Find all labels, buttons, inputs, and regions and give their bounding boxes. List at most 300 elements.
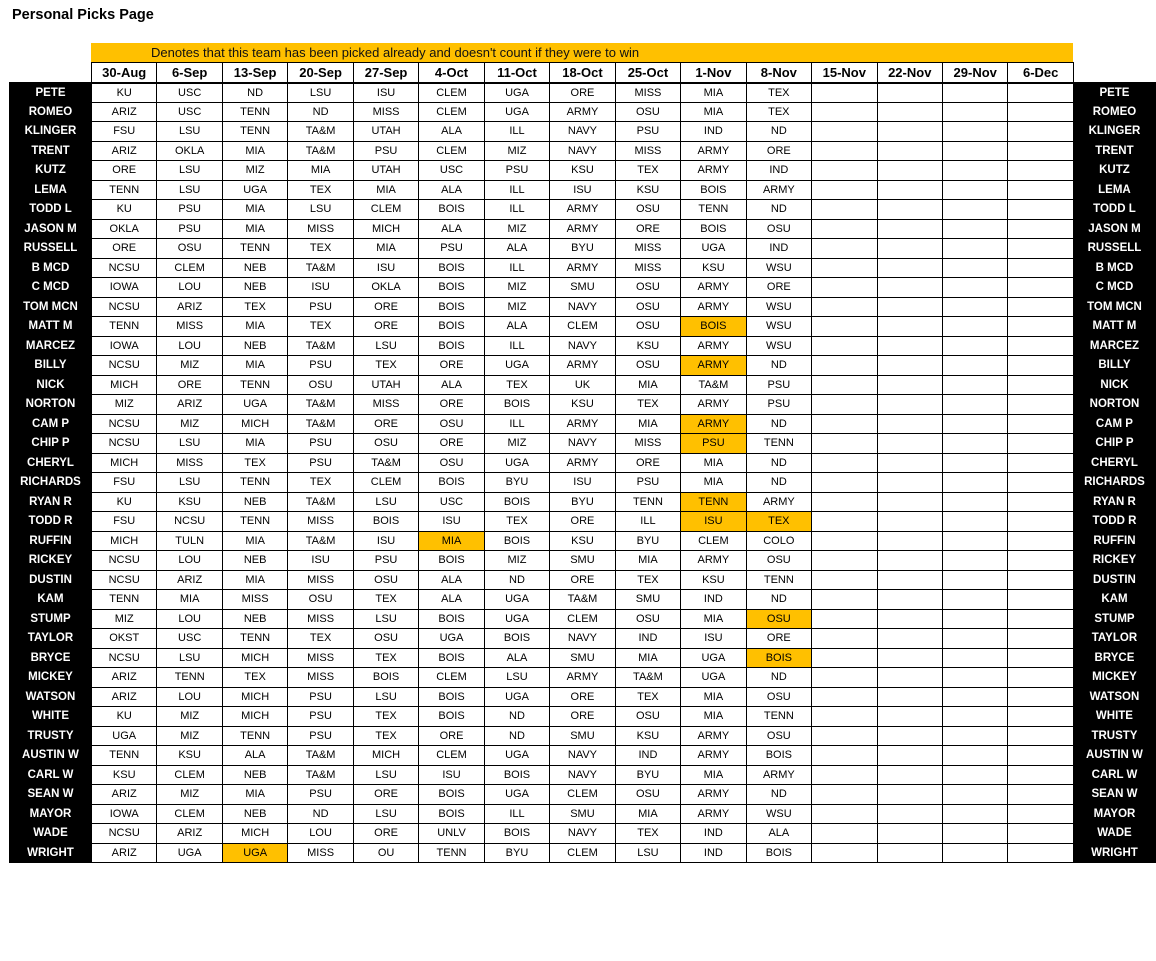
pick-cell: [812, 473, 877, 493]
pick-cell: UTAH: [353, 122, 418, 142]
header-spacer: [10, 63, 92, 83]
player-name: RYAN R: [10, 492, 92, 512]
player-name: NORTON: [10, 395, 92, 415]
pick-cell: NCSU: [91, 570, 156, 590]
pick-cell: [1008, 512, 1073, 532]
player-name: TRENT: [10, 141, 92, 161]
table-row: [10, 317, 1156, 337]
pick-cell: MIA: [681, 102, 746, 122]
pick-cell: BOIS: [746, 843, 811, 863]
pick-cell: LOU: [157, 687, 222, 707]
pick-cell: TENN: [419, 843, 484, 863]
pick-cell: ORE: [91, 161, 156, 181]
pick-cell: MISS: [353, 395, 418, 415]
pick-cell: MIA: [222, 785, 287, 805]
player-name: KLINGER: [1073, 122, 1155, 142]
player-name: PETE: [1073, 83, 1155, 103]
pick-cell: TENN: [91, 590, 156, 610]
pick-cell: [943, 531, 1008, 551]
pick-cell: NEB: [222, 804, 287, 824]
pick-cell: TA&M: [353, 453, 418, 473]
pick-cell: BOIS: [419, 258, 484, 278]
pick-cell: [877, 726, 942, 746]
player-name: B MCD: [1073, 258, 1155, 278]
pick-cell: PSU: [681, 434, 746, 454]
week-header: 15-Nov: [812, 63, 877, 83]
table-row: [10, 414, 1156, 434]
pick-cell: TA&M: [288, 141, 353, 161]
pick-cell: PSU: [419, 239, 484, 259]
player-name: WRIGHT: [10, 843, 92, 863]
pick-cell: IOWA: [91, 278, 156, 298]
pick-cell: OSU: [419, 414, 484, 434]
pick-cell: [1008, 609, 1073, 629]
pick-cell: LSU: [157, 161, 222, 181]
pick-cell: [943, 687, 1008, 707]
pick-cell: [812, 297, 877, 317]
pick-cell: [877, 453, 942, 473]
pick-cell: [1008, 356, 1073, 376]
pick-cell: [943, 258, 1008, 278]
pick-cell: TEX: [353, 356, 418, 376]
pick-cell: MIA: [681, 765, 746, 785]
pick-cell: KSU: [615, 336, 680, 356]
week-header: 27-Sep: [353, 63, 418, 83]
pick-cell: [943, 200, 1008, 220]
player-name: CAM P: [10, 414, 92, 434]
pick-cell: ISU: [681, 512, 746, 532]
pick-cell: [1008, 278, 1073, 298]
pick-cell: NEB: [222, 609, 287, 629]
pick-cell: BOIS: [419, 609, 484, 629]
pick-cell: [943, 375, 1008, 395]
pick-cell: [1008, 317, 1073, 337]
pick-cell: PSU: [353, 551, 418, 571]
pick-cell: [877, 492, 942, 512]
pick-cell: TEX: [288, 239, 353, 259]
pick-cell: KSU: [157, 492, 222, 512]
player-name: AUSTIN W: [1073, 746, 1155, 766]
pick-cell: [1008, 629, 1073, 649]
pick-cell: ARIZ: [91, 102, 156, 122]
pick-cell: ILL: [484, 180, 549, 200]
player-name: TODD R: [10, 512, 92, 532]
player-name: SEAN W: [10, 785, 92, 805]
pick-cell: ALA: [419, 590, 484, 610]
pick-cell: [1008, 707, 1073, 727]
pick-cell: BYU: [484, 473, 549, 493]
player-name: RUSSELL: [1073, 239, 1155, 259]
pick-cell: SMU: [550, 278, 615, 298]
player-name: AUSTIN W: [10, 746, 92, 766]
player-name: NORTON: [1073, 395, 1155, 415]
pick-cell: TA&M: [288, 395, 353, 415]
table-row: [10, 492, 1156, 512]
player-name: BILLY: [10, 356, 92, 376]
table-row: [10, 668, 1156, 688]
pick-cell: IND: [615, 746, 680, 766]
pick-cell: [812, 83, 877, 103]
player-name: B MCD: [10, 258, 92, 278]
pick-cell: TEX: [615, 687, 680, 707]
pick-cell: BOIS: [746, 648, 811, 668]
pick-cell: BOIS: [419, 336, 484, 356]
pick-cell: [943, 297, 1008, 317]
pick-cell: NAVY: [550, 824, 615, 844]
pick-cell: [877, 707, 942, 727]
table-row: [10, 609, 1156, 629]
player-name: KLINGER: [10, 122, 92, 142]
pick-cell: TA&M: [288, 414, 353, 434]
pick-cell: TEX: [353, 590, 418, 610]
pick-cell: CLEM: [550, 785, 615, 805]
pick-cell: BOIS: [419, 551, 484, 571]
pick-cell: [1008, 453, 1073, 473]
pick-cell: ORE: [746, 141, 811, 161]
pick-cell: LSU: [157, 473, 222, 493]
pick-cell: [877, 395, 942, 415]
pick-cell: CLEM: [157, 765, 222, 785]
pick-cell: MICH: [222, 707, 287, 727]
pick-cell: NCSU: [91, 551, 156, 571]
pick-cell: OU: [353, 843, 418, 863]
pick-cell: KSU: [550, 531, 615, 551]
pick-cell: ISU: [353, 258, 418, 278]
pick-cell: ILL: [484, 200, 549, 220]
pick-cell: MICH: [222, 648, 287, 668]
pick-cell: MIZ: [157, 707, 222, 727]
player-name: WHITE: [1073, 707, 1155, 727]
pick-cell: MISS: [615, 83, 680, 103]
pick-cell: [1008, 375, 1073, 395]
pick-cell: CLEM: [419, 83, 484, 103]
player-name: CAM P: [1073, 414, 1155, 434]
pick-cell: OSU: [746, 551, 811, 571]
pick-cell: ORE: [615, 219, 680, 239]
player-name: RUFFIN: [1073, 531, 1155, 551]
pick-cell: BOIS: [484, 765, 549, 785]
player-name: RICHARDS: [10, 473, 92, 493]
pick-cell: IND: [746, 239, 811, 259]
table-row: [10, 239, 1156, 259]
pick-cell: MIA: [419, 531, 484, 551]
pick-cell: ALA: [484, 648, 549, 668]
pick-cell: [1008, 746, 1073, 766]
pick-cell: KSU: [550, 395, 615, 415]
pick-cell: ALA: [484, 239, 549, 259]
pick-cell: [877, 434, 942, 454]
player-name: CHIP P: [1073, 434, 1155, 454]
pick-cell: ALA: [419, 122, 484, 142]
pick-cell: ARMY: [681, 336, 746, 356]
pick-cell: MISS: [615, 258, 680, 278]
table-row: [10, 356, 1156, 376]
pick-cell: TEX: [615, 824, 680, 844]
pick-cell: OSU: [615, 102, 680, 122]
pick-cell: [812, 278, 877, 298]
pick-cell: CLEM: [550, 609, 615, 629]
pick-cell: OSU: [353, 570, 418, 590]
pick-cell: ARIZ: [91, 141, 156, 161]
player-name: TODD L: [10, 200, 92, 220]
player-name: MAYOR: [1073, 804, 1155, 824]
player-name: MARCEZ: [1073, 336, 1155, 356]
pick-cell: BYU: [550, 492, 615, 512]
pick-cell: [877, 239, 942, 259]
pick-cell: BOIS: [681, 219, 746, 239]
pick-cell: ARIZ: [91, 668, 156, 688]
pick-cell: [877, 609, 942, 629]
pick-cell: TENN: [746, 434, 811, 454]
pick-cell: [877, 258, 942, 278]
pick-cell: TEX: [746, 102, 811, 122]
table-row: [10, 434, 1156, 454]
pick-cell: PSU: [746, 395, 811, 415]
pick-cell: [1008, 765, 1073, 785]
pick-cell: ISU: [419, 765, 484, 785]
pick-cell: [877, 141, 942, 161]
pick-cell: TENN: [222, 122, 287, 142]
pick-cell: TA&M: [288, 122, 353, 142]
pick-cell: MIA: [615, 414, 680, 434]
week-header: 11-Oct: [484, 63, 549, 83]
pick-cell: UGA: [484, 102, 549, 122]
pick-cell: MIA: [681, 453, 746, 473]
pick-cell: TENN: [222, 239, 287, 259]
pick-cell: ARIZ: [157, 297, 222, 317]
pick-cell: LSU: [157, 434, 222, 454]
pick-cell: MICH: [222, 687, 287, 707]
pick-cell: TENN: [222, 726, 287, 746]
pick-cell: TENN: [91, 317, 156, 337]
pick-cell: KSU: [681, 258, 746, 278]
pick-cell: ORE: [157, 375, 222, 395]
pick-cell: [943, 804, 1008, 824]
player-name: BILLY: [1073, 356, 1155, 376]
player-name: STUMP: [10, 609, 92, 629]
week-header: 22-Nov: [877, 63, 942, 83]
pick-cell: ISU: [550, 473, 615, 493]
pick-cell: IND: [681, 824, 746, 844]
pick-cell: [812, 102, 877, 122]
pick-cell: [812, 824, 877, 844]
pick-cell: OSU: [746, 219, 811, 239]
pick-cell: OKLA: [157, 141, 222, 161]
pick-cell: [943, 83, 1008, 103]
pick-cell: ISU: [419, 512, 484, 532]
pick-cell: OKST: [91, 629, 156, 649]
pick-cell: LSU: [353, 765, 418, 785]
pick-cell: [1008, 473, 1073, 493]
pick-cell: MIZ: [157, 785, 222, 805]
player-name: NICK: [1073, 375, 1155, 395]
pick-cell: USC: [157, 83, 222, 103]
pick-cell: [943, 590, 1008, 610]
pick-cell: UGA: [484, 590, 549, 610]
pick-cell: MIZ: [91, 395, 156, 415]
pick-cell: OSU: [615, 356, 680, 376]
pick-cell: WSU: [746, 804, 811, 824]
pick-cell: [943, 570, 1008, 590]
pick-cell: FSU: [91, 512, 156, 532]
pick-cell: MIA: [681, 609, 746, 629]
pick-cell: [943, 122, 1008, 142]
pick-cell: [877, 629, 942, 649]
table-row: [10, 570, 1156, 590]
pick-cell: [812, 317, 877, 337]
table-row: [10, 375, 1156, 395]
pick-cell: [812, 395, 877, 415]
pick-cell: [877, 570, 942, 590]
pick-cell: TA&M: [288, 765, 353, 785]
pick-cell: LSU: [157, 648, 222, 668]
pick-cell: KSU: [157, 746, 222, 766]
pick-cell: UGA: [222, 395, 287, 415]
table-row: [10, 531, 1156, 551]
pick-cell: TENN: [91, 746, 156, 766]
pick-cell: [1008, 141, 1073, 161]
pick-cell: ALA: [419, 180, 484, 200]
pick-cell: KU: [91, 200, 156, 220]
pick-cell: ARMY: [550, 668, 615, 688]
pick-cell: [943, 648, 1008, 668]
pick-cell: TEX: [615, 161, 680, 181]
pick-cell: PSU: [615, 473, 680, 493]
pick-cell: ARMY: [681, 785, 746, 805]
pick-cell: MIZ: [157, 414, 222, 434]
table-row: [10, 707, 1156, 727]
week-header: 30-Aug: [91, 63, 156, 83]
pick-cell: [1008, 180, 1073, 200]
pick-cell: [812, 785, 877, 805]
pick-cell: [943, 629, 1008, 649]
pick-cell: [812, 746, 877, 766]
pick-cell: ORE: [353, 317, 418, 337]
pick-cell: PSU: [746, 375, 811, 395]
pick-cell: MIA: [615, 648, 680, 668]
pick-cell: ND: [746, 200, 811, 220]
pick-cell: [877, 824, 942, 844]
pick-cell: [812, 434, 877, 454]
pick-cell: TA&M: [288, 258, 353, 278]
table-row: [10, 765, 1156, 785]
pick-cell: [877, 746, 942, 766]
pick-cell: MICH: [91, 375, 156, 395]
pick-cell: IOWA: [91, 804, 156, 824]
pick-cell: [877, 317, 942, 337]
pick-cell: BOIS: [419, 473, 484, 493]
pick-cell: IND: [681, 843, 746, 863]
pick-cell: BOIS: [484, 824, 549, 844]
pick-cell: ORE: [353, 785, 418, 805]
pick-cell: ARMY: [746, 180, 811, 200]
pick-cell: MIA: [681, 687, 746, 707]
player-name: DUSTIN: [10, 570, 92, 590]
pick-cell: ARMY: [746, 765, 811, 785]
pick-cell: [1008, 258, 1073, 278]
pick-cell: OSU: [615, 278, 680, 298]
player-name: MARCEZ: [10, 336, 92, 356]
pick-cell: MIA: [615, 804, 680, 824]
pick-cell: MIZ: [484, 141, 549, 161]
pick-cell: OSU: [615, 297, 680, 317]
pick-cell: NEB: [222, 278, 287, 298]
player-name: WHITE: [10, 707, 92, 727]
pick-cell: ORE: [419, 356, 484, 376]
pick-cell: ARMY: [681, 395, 746, 415]
week-header: 20-Sep: [288, 63, 353, 83]
pick-cell: USC: [157, 629, 222, 649]
player-name: MATT M: [10, 317, 92, 337]
pick-cell: [812, 258, 877, 278]
pick-cell: [877, 843, 942, 863]
pick-cell: [812, 141, 877, 161]
pick-cell: [943, 102, 1008, 122]
picks-table: [9, 62, 1156, 863]
pick-cell: [812, 219, 877, 239]
pick-cell: LSU: [484, 668, 549, 688]
pick-cell: ARIZ: [157, 570, 222, 590]
pick-cell: [943, 161, 1008, 181]
pick-cell: MIA: [222, 200, 287, 220]
pick-cell: [1008, 824, 1073, 844]
table-row: [10, 629, 1156, 649]
pick-cell: [943, 609, 1008, 629]
pick-cell: KSU: [615, 180, 680, 200]
pick-cell: [812, 629, 877, 649]
pick-cell: [877, 375, 942, 395]
pick-cell: UGA: [419, 629, 484, 649]
pick-cell: BOIS: [419, 297, 484, 317]
pick-cell: NCSU: [91, 258, 156, 278]
pick-cell: ILL: [484, 804, 549, 824]
pick-cell: PSU: [288, 434, 353, 454]
pick-cell: UGA: [484, 785, 549, 805]
pick-cell: KSU: [91, 765, 156, 785]
pick-cell: ND: [746, 414, 811, 434]
pick-cell: [877, 590, 942, 610]
pick-cell: WSU: [746, 258, 811, 278]
week-header: 4-Oct: [419, 63, 484, 83]
player-name: BRYCE: [1073, 648, 1155, 668]
pick-cell: NEB: [222, 336, 287, 356]
pick-cell: [812, 239, 877, 259]
pick-cell: MISS: [157, 317, 222, 337]
pick-cell: TEX: [222, 668, 287, 688]
pick-cell: PSU: [288, 356, 353, 376]
pick-cell: ARMY: [550, 258, 615, 278]
table-row: [10, 395, 1156, 415]
table-row: [10, 648, 1156, 668]
pick-cell: ND: [746, 590, 811, 610]
pick-cell: [943, 785, 1008, 805]
pick-cell: ND: [222, 83, 287, 103]
pick-cell: [877, 122, 942, 142]
pick-cell: ILL: [615, 512, 680, 532]
pick-cell: [812, 200, 877, 220]
player-name: SEAN W: [1073, 785, 1155, 805]
pick-cell: [812, 453, 877, 473]
pick-cell: TENN: [746, 570, 811, 590]
pick-cell: MICH: [222, 414, 287, 434]
pick-cell: ARMY: [550, 102, 615, 122]
page-title: Personal Picks Page: [12, 7, 154, 23]
pick-cell: TEX: [222, 297, 287, 317]
table-row: [10, 297, 1156, 317]
legend-text: Denotes that this team has been picked already and doesn't count if they were to win: [151, 45, 640, 60]
pick-cell: ISU: [353, 531, 418, 551]
week-header: 25-Oct: [615, 63, 680, 83]
